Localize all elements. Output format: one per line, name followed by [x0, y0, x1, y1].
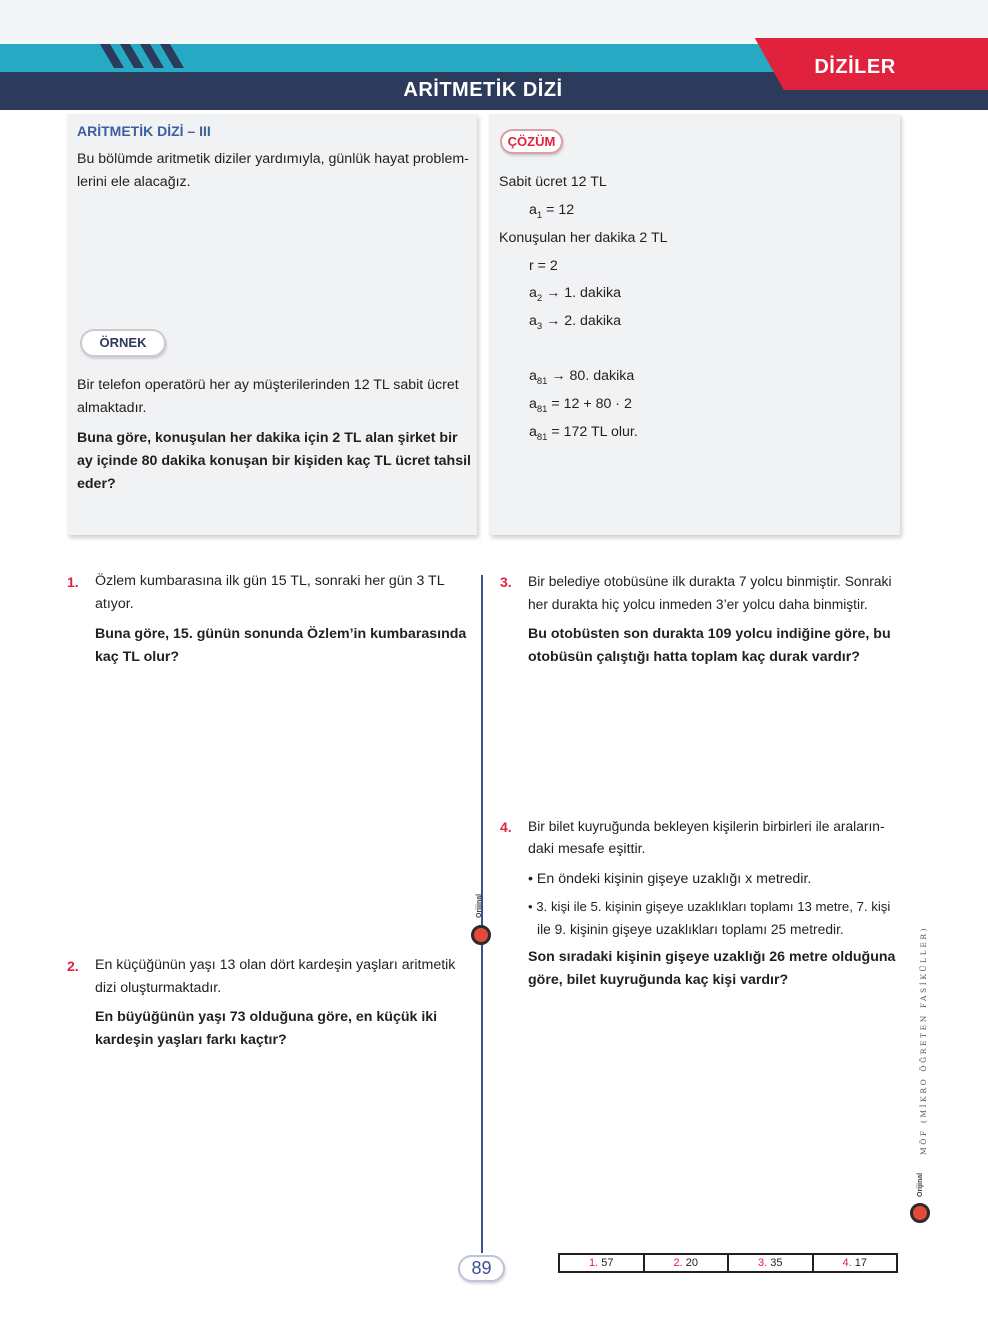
question-prompt-line: kaç TL olur? — [95, 649, 180, 665]
lesson-title: ARİTMETİK DİZİ – III — [77, 123, 211, 139]
solution-line: $a_{81} \to 80$. dakika — [529, 368, 635, 387]
solution-line: Konuşulan her dakika 2 TL — [499, 230, 668, 246]
example-badge: ÖRNEK — [80, 329, 166, 357]
answer-cell: 2. 20 — [645, 1255, 730, 1271]
solution-line: $a_{81} = 172$ TL olur. — [529, 424, 638, 443]
solution-line: $a_{81} = 12 + 80 \cdot 2$ — [529, 396, 632, 415]
question-number: 2. — [67, 958, 79, 974]
question-text-line: Bir bilet kuyruğunda bekleyen kişilerin birbirleri ile araların- — [528, 819, 885, 834]
question-number: 1. — [67, 574, 79, 590]
question-text-line: atıyor. — [95, 596, 134, 612]
header-background — [0, 0, 988, 44]
logo-icon — [910, 1203, 930, 1223]
example-text-line: Bir telefon operatörü her ay müşterilerinden 12 TL sabit ücret — [77, 377, 459, 393]
logo-text: Orijinal — [917, 1172, 924, 1197]
question-prompt-line: göre, bilet kuyruğunda kaç kişi vardır? — [528, 972, 789, 988]
answer-cell: 3. 35 — [729, 1255, 814, 1271]
question-number: 4. — [500, 819, 512, 835]
lesson-intro-line: lerini ele alacağız. — [77, 174, 191, 190]
question-bullet: • En öndeki kişinin gişeye uzaklığı x metredir. — [528, 871, 812, 887]
question-number: 3. — [500, 574, 512, 590]
example-question-line: ay içinde 80 dakika konuşan bir kişiden kaç TL ücret tahsil — [77, 453, 471, 469]
page-number: 89 — [458, 1255, 505, 1282]
question-text-line: En küçüğünün yaşı 13 olan dört kardeşin yaşları aritmetik — [95, 957, 456, 973]
question-prompt-line: Bu otobüsten son durakta 109 yolcu indiğine göre, bu — [528, 626, 891, 642]
question-text-line: Bir belediye otobüsüne ilk durakta 7 yolcu binmiştir. Sonraki — [528, 574, 892, 589]
question-prompt-line: En büyüğünün yaşı 73 olduğuna göre, en küçük iki — [95, 1009, 438, 1025]
header-stripes-decoration — [100, 44, 190, 68]
answer-cell: 1. 57 — [560, 1255, 645, 1271]
example-question-line: eder? — [77, 476, 116, 492]
solution-line: Sabit ücret 12 TL — [499, 174, 607, 190]
section-title: ARİTMETİK DİZİ — [403, 79, 563, 101]
question-text-line: dizi oluşturmaktadır. — [95, 980, 222, 996]
solution-line: $a_3 \to 2$. dakika — [529, 313, 622, 332]
question-prompt-line: otobüsün çalıştığı hatta toplam kaç durak vardır? — [528, 649, 860, 665]
solution-line: $a_2 \to 1$. dakika — [529, 285, 622, 304]
example-text-line: almaktadır. — [77, 400, 147, 416]
question-prompt-line: kardeşin yaşları farkı kaçtır? — [95, 1032, 287, 1048]
answer-key — [558, 1253, 898, 1273]
solution-line: $a_1 = 12$ — [529, 202, 575, 221]
question-prompt-line: Son sıradaki kişinin gişeye uzaklığı 26 metre olduğuna — [528, 949, 896, 965]
solution-badge: ÇÖZÜM — [500, 129, 563, 154]
question-text-line: her durakta hiç yolcu inmeden 3’er yolcu daha binmiştir. — [528, 597, 868, 612]
series-vertical-text: MÖF (MİKRO ÖĞRETEN FASİKÜLLER) — [919, 925, 928, 1155]
lesson-intro-line: Bu bölümde aritmetik diziler yardımıyla, günlük hayat problem- — [77, 151, 469, 167]
question-text-line: daki mesafe eşittir. — [528, 841, 646, 857]
logo-text: Orijinal — [476, 893, 483, 918]
question-prompt-line: Buna göre, 15. günün sonunda Özlem’in kumbarasında — [95, 626, 467, 642]
chapter-title: DİZİLER — [814, 56, 896, 78]
question-bullet: ile 9. kişinin gişeye uzaklıkları toplamı 25 metredir. — [537, 922, 844, 937]
question-text-line: Özlem kumbarasına ilk gün 15 TL, sonraki her gün 3 TL — [95, 573, 445, 589]
example-question-line: Buna göre, konuşulan her dakika için 2 TL alan şirket bir — [77, 430, 458, 446]
question-bullet: • 3. kişi ile 5. kişinin gişeye uzaklıkları toplamı 13 metre, 7. kişi — [528, 899, 891, 914]
solution-line: r = 2 — [529, 258, 558, 274]
logo-icon — [471, 925, 491, 945]
answer-cell: 4. 17 — [842, 1257, 867, 1269]
